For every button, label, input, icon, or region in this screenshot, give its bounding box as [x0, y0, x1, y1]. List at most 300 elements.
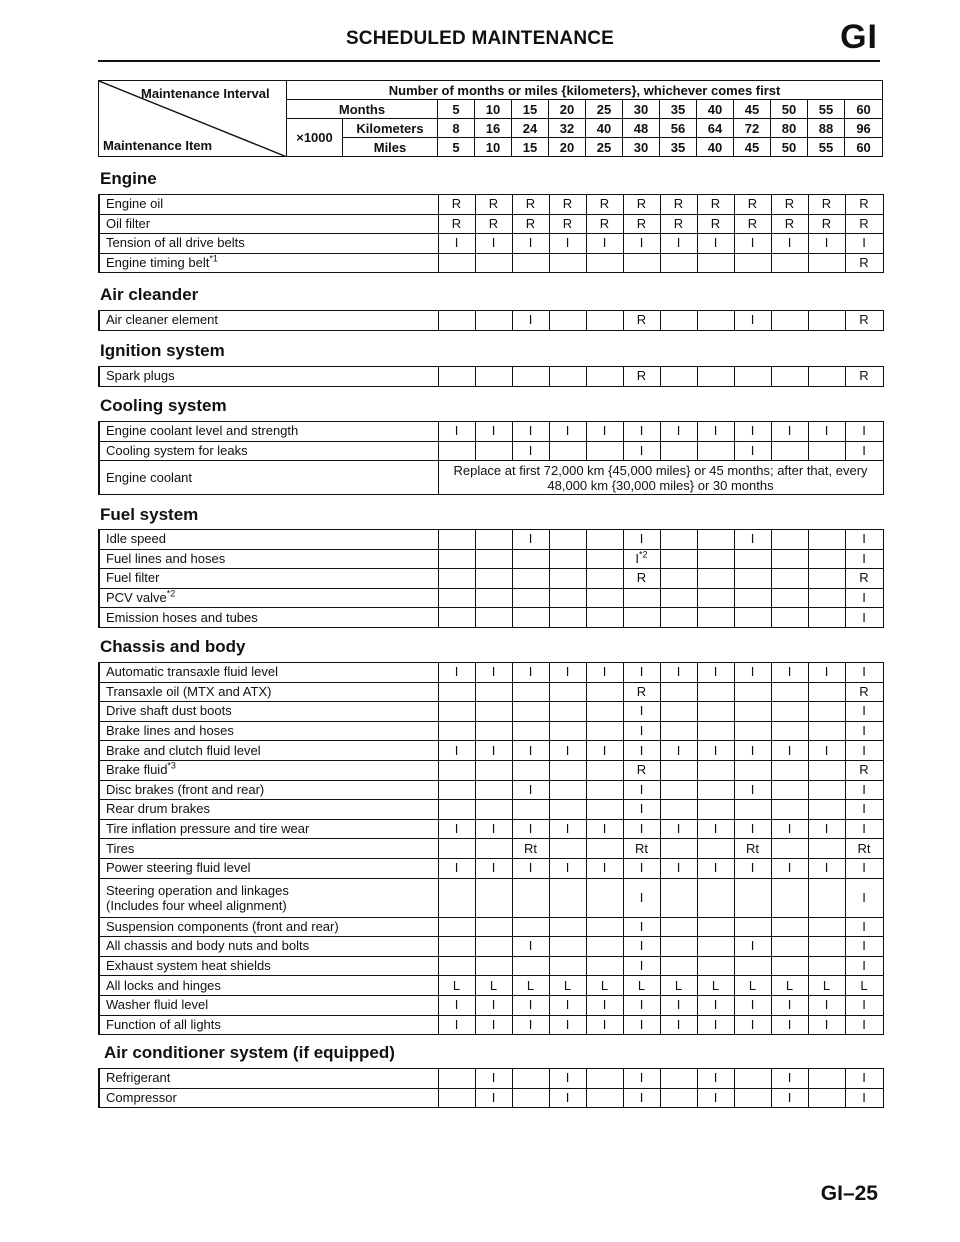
schedule-cell	[438, 839, 475, 859]
schedule-cell: I	[734, 441, 771, 461]
schedule-cell	[808, 569, 845, 589]
schedule-cell: I	[623, 530, 660, 550]
schedule-cell: I	[512, 234, 549, 254]
schedule-cell: I	[549, 741, 586, 761]
maintenance-item-label: Brake lines and hoses	[106, 723, 234, 739]
table-row	[99, 253, 883, 273]
schedule-cell	[475, 760, 512, 780]
schedule-cell	[660, 780, 697, 800]
section-table	[98, 421, 880, 495]
maintenance-item-label: All locks and hinges	[106, 977, 221, 993]
maintenance-item	[99, 917, 438, 937]
schedule-cell	[438, 1088, 475, 1108]
schedule-cell: I	[845, 530, 883, 550]
schedule-cell: I	[697, 234, 734, 254]
maintenance-item-label: Compressor	[106, 1089, 177, 1105]
schedule-cell	[771, 530, 808, 550]
schedule-cell	[808, 878, 845, 917]
schedule-cell	[808, 917, 845, 937]
schedule-cell	[549, 311, 586, 331]
maintenance-item-label: Tires	[106, 840, 135, 856]
schedule-cell	[549, 956, 586, 976]
table-row	[99, 780, 883, 800]
schedule-cell: I	[845, 937, 883, 957]
table-row	[99, 1088, 883, 1108]
schedule-cell: I	[438, 741, 475, 761]
schedule-cell	[512, 956, 549, 976]
schedule-cell: R	[660, 214, 697, 234]
maintenance-item-label: Tension of all drive belts	[106, 235, 245, 251]
schedule-cell	[438, 800, 475, 820]
schedule-cell: R	[549, 195, 586, 215]
interval-value-cell: 64	[697, 119, 734, 138]
table-row	[99, 608, 883, 628]
schedule-cell	[549, 367, 586, 387]
interval-value-cell: 50	[771, 138, 808, 157]
interval-value-cell: 25	[586, 138, 623, 157]
schedule-cell	[808, 1069, 845, 1089]
schedule-cell	[697, 311, 734, 331]
schedule-cell: I	[697, 819, 734, 839]
schedule-cell	[475, 878, 512, 917]
section-code: GI	[840, 18, 878, 56]
maintenance-item-label: Disc brakes (front and rear)	[106, 781, 265, 797]
schedule-cell: L	[697, 976, 734, 996]
section-heading: Chassis and body	[100, 637, 246, 656]
schedule-cell	[771, 608, 808, 628]
schedule-cell	[660, 588, 697, 608]
schedule-cell	[549, 760, 586, 780]
schedule-cell: I	[771, 858, 808, 878]
schedule-cell: I	[475, 1069, 512, 1089]
schedule-cell: I	[623, 937, 660, 957]
schedule-cell: I	[845, 858, 883, 878]
schedule-cell	[475, 253, 512, 273]
schedule-cell	[475, 682, 512, 702]
maintenance-item-label: Oil filter	[106, 215, 151, 231]
schedule-cell: I	[586, 858, 623, 878]
schedule-cell	[438, 780, 475, 800]
schedule-cell: I	[660, 741, 697, 761]
section-heading: Fuel system	[100, 505, 199, 524]
schedule-cell: I	[845, 663, 883, 683]
schedule-cell: I	[512, 819, 549, 839]
schedule-cell	[549, 569, 586, 589]
schedule-cell	[660, 608, 697, 628]
maintenance-item	[99, 1015, 438, 1035]
schedule-cell	[734, 367, 771, 387]
schedule-cell: I	[660, 1015, 697, 1035]
schedule-cell	[512, 253, 549, 273]
schedule-cell: I	[475, 858, 512, 878]
schedule-cell: I	[845, 422, 883, 442]
maintenance-item	[99, 976, 438, 996]
section-heading: Cooling system	[100, 396, 227, 415]
schedule-cell: Rt	[734, 839, 771, 859]
table-row	[99, 839, 883, 859]
table-row	[99, 878, 883, 917]
page-number: GI–25	[820, 1182, 878, 1205]
schedule-cell	[808, 780, 845, 800]
schedule-cell	[586, 608, 623, 628]
schedule-cell: I	[771, 1088, 808, 1108]
schedule-cell	[512, 588, 549, 608]
table-row	[99, 819, 883, 839]
maintenance-item-note: (Includes four wheel alignment)	[106, 897, 287, 913]
maintenance-item	[99, 608, 438, 628]
schedule-cell: I	[586, 422, 623, 442]
interval-value-cell: 55	[808, 138, 845, 157]
schedule-cell	[660, 549, 697, 569]
schedule-cell	[512, 608, 549, 628]
schedule-cell: I	[623, 422, 660, 442]
schedule-cell	[475, 311, 512, 331]
schedule-cell: I	[697, 663, 734, 683]
schedule-cell: I	[549, 858, 586, 878]
interval-value-cell: 80	[771, 119, 808, 138]
table-row	[99, 858, 883, 878]
miles-label: Miles	[343, 138, 438, 157]
schedule-cell	[438, 702, 475, 722]
table-row	[99, 721, 883, 741]
table-row	[99, 214, 883, 234]
schedule-cell: R	[512, 214, 549, 234]
schedule-cell	[734, 549, 771, 569]
schedule-cell: L	[771, 976, 808, 996]
maintenance-item	[99, 461, 438, 495]
schedule-cell: I	[512, 441, 549, 461]
schedule-cell: I	[438, 663, 475, 683]
schedule-cell: I	[845, 588, 883, 608]
schedule-cell	[771, 878, 808, 917]
schedule-cell: I	[660, 422, 697, 442]
maintenance-item-label: Drive shaft dust boots	[106, 703, 232, 719]
schedule-cell: I	[475, 663, 512, 683]
schedule-cell	[734, 760, 771, 780]
schedule-cell: I	[549, 1088, 586, 1108]
schedule-cell: I	[660, 995, 697, 1015]
schedule-cell	[586, 253, 623, 273]
interval-value-cell: 30	[623, 100, 660, 119]
schedule-cell	[808, 253, 845, 273]
table-row	[99, 800, 883, 820]
schedule-cell: I	[845, 995, 883, 1015]
schedule-cell: I	[771, 422, 808, 442]
schedule-cell	[808, 1088, 845, 1108]
schedule-cell	[512, 1088, 549, 1108]
schedule-cell	[475, 608, 512, 628]
maintenance-item-label: Idle speed	[106, 531, 166, 547]
schedule-cell	[697, 367, 734, 387]
schedule-cell	[549, 937, 586, 957]
multiplier-label: ×1000	[287, 119, 343, 157]
interval-value-cell: 20	[549, 100, 586, 119]
table-row	[99, 741, 883, 761]
schedule-cell: I	[845, 878, 883, 917]
schedule-cell: R	[475, 195, 512, 215]
schedule-cell: I	[808, 819, 845, 839]
maintenance-item-label: Steering operation and linkages	[106, 882, 289, 898]
schedule-cell	[438, 588, 475, 608]
schedule-cell: I	[549, 234, 586, 254]
schedule-cell	[734, 1069, 771, 1089]
schedule-cell: R	[623, 569, 660, 589]
maintenance-item	[99, 780, 438, 800]
maintenance-item-label: Air cleaner element	[106, 312, 218, 328]
table-row	[99, 663, 883, 683]
schedule-cell	[438, 1069, 475, 1089]
interval-value-cell: 24	[512, 119, 549, 138]
schedule-cell: I	[845, 956, 883, 976]
schedule-cell	[586, 721, 623, 741]
schedule-cell	[475, 721, 512, 741]
schedule-cell: I	[808, 741, 845, 761]
interval-header-table	[98, 80, 880, 157]
schedule-cell: I	[734, 819, 771, 839]
interval-value-cell: 45	[734, 100, 771, 119]
schedule-cell	[438, 441, 475, 461]
header-diagonal-cell	[99, 81, 287, 157]
months-label: Months	[287, 100, 438, 119]
schedule-cell	[586, 441, 623, 461]
schedule-cell: I	[734, 311, 771, 331]
schedule-cell: I	[734, 1015, 771, 1035]
schedule-cell	[734, 682, 771, 702]
schedule-cell: I	[623, 819, 660, 839]
table-row	[99, 311, 883, 331]
schedule-cell	[512, 721, 549, 741]
schedule-cell: I	[623, 441, 660, 461]
schedule-cell: I	[808, 1015, 845, 1035]
schedule-cell: I	[734, 422, 771, 442]
schedule-cell	[734, 569, 771, 589]
maintenance-item-label: All chassis and body nuts and bolts	[106, 938, 310, 954]
table-row	[99, 422, 883, 442]
schedule-cell: I	[845, 608, 883, 628]
schedule-cell	[586, 549, 623, 569]
schedule-cell: R	[845, 195, 883, 215]
schedule-cell: I	[623, 721, 660, 741]
schedule-cell	[660, 1069, 697, 1089]
maintenance-item	[99, 937, 438, 957]
schedule-cell	[586, 1069, 623, 1089]
interval-value-cell: 45	[734, 138, 771, 157]
schedule-cell	[512, 549, 549, 569]
schedule-cell	[438, 367, 475, 387]
schedule-cell: I	[771, 1069, 808, 1089]
schedule-cell: L	[734, 976, 771, 996]
schedule-cell: I	[623, 234, 660, 254]
interval-value-cell: 35	[660, 138, 697, 157]
schedule-cell: I	[438, 1015, 475, 1035]
section-table	[98, 194, 880, 273]
schedule-cell: I	[623, 1015, 660, 1035]
footnote-marker: *1	[209, 253, 218, 264]
interval-value-cell: 40	[586, 119, 623, 138]
schedule-cell	[697, 878, 734, 917]
interval-value-cell: 60	[845, 138, 883, 157]
schedule-cell: R	[734, 195, 771, 215]
interval-value-cell: 88	[808, 119, 845, 138]
schedule-cell: I	[771, 995, 808, 1015]
table-row	[99, 367, 883, 387]
schedule-cell	[734, 878, 771, 917]
schedule-cell: I	[438, 234, 475, 254]
interval-note: Replace at first 72,000 km {45,000 miles} or 45 months; after that, every 48,000 km {30,000 miles} or 30 months	[438, 461, 883, 495]
schedule-cell	[586, 956, 623, 976]
maintenance-item	[99, 195, 438, 215]
schedule-cell: R	[845, 311, 883, 331]
schedule-cell: R	[623, 367, 660, 387]
schedule-cell	[808, 367, 845, 387]
table-row	[99, 917, 883, 937]
schedule-cell	[549, 253, 586, 273]
schedule-cell: I	[771, 663, 808, 683]
table-row	[99, 461, 883, 495]
schedule-cell	[549, 780, 586, 800]
schedule-cell	[808, 441, 845, 461]
schedule-cell	[438, 917, 475, 937]
interval-value-cell: 35	[660, 100, 697, 119]
schedule-cell	[586, 311, 623, 331]
schedule-cell	[660, 1088, 697, 1108]
maintenance-item-label: Refrigerant	[106, 1070, 171, 1086]
schedule-cell	[660, 253, 697, 273]
interval-value-cell: 30	[623, 138, 660, 157]
table-row	[99, 702, 883, 722]
schedule-cell	[697, 608, 734, 628]
maintenance-item	[99, 311, 438, 331]
item-label: Maintenance Item	[103, 138, 213, 153]
schedule-cell: L	[623, 976, 660, 996]
schedule-cell: I	[734, 780, 771, 800]
schedule-cell	[771, 253, 808, 273]
schedule-cell: I	[845, 917, 883, 937]
schedule-cell: I	[438, 819, 475, 839]
schedule-cell	[623, 253, 660, 273]
schedule-cell: I	[697, 858, 734, 878]
maintenance-item	[99, 663, 438, 683]
schedule-cell	[549, 549, 586, 569]
schedule-cell: I	[845, 441, 883, 461]
interval-caption: Number of months or miles {kilometers}, whichever comes first	[287, 81, 883, 100]
schedule-cell: I	[845, 702, 883, 722]
schedule-cell: I	[586, 741, 623, 761]
schedule-cell: I	[512, 858, 549, 878]
table-row	[99, 956, 883, 976]
schedule-cell: I	[438, 858, 475, 878]
schedule-cell: I	[623, 702, 660, 722]
schedule-cell: I	[734, 995, 771, 1015]
schedule-cell	[771, 917, 808, 937]
schedule-cell-value: I	[635, 550, 640, 566]
table-row	[99, 760, 883, 780]
schedule-cell: I	[512, 1015, 549, 1035]
schedule-cell: I	[586, 234, 623, 254]
schedule-cell: R	[660, 195, 697, 215]
schedule-cell	[586, 682, 623, 702]
schedule-cell	[660, 530, 697, 550]
schedule-cell: I	[623, 917, 660, 937]
maintenance-item	[99, 839, 438, 859]
maintenance-item	[99, 367, 438, 387]
interval-value-cell: 8	[438, 119, 475, 138]
schedule-cell: I	[512, 937, 549, 957]
section-table	[98, 366, 880, 387]
interval-value-cell: 10	[475, 100, 512, 119]
schedule-cell	[475, 780, 512, 800]
schedule-cell: I	[845, 234, 883, 254]
schedule-cell	[697, 549, 734, 569]
schedule-cell	[771, 367, 808, 387]
schedule-cell: I	[549, 422, 586, 442]
schedule-cell: R	[845, 760, 883, 780]
schedule-cell	[734, 917, 771, 937]
schedule-cell	[549, 800, 586, 820]
schedule-cell	[475, 937, 512, 957]
schedule-cell	[586, 569, 623, 589]
schedule-cell	[549, 588, 586, 608]
maintenance-item-label: Tire inflation pressure and tire wear	[106, 821, 310, 837]
section-heading: Engine	[100, 169, 157, 188]
schedule-cell	[438, 608, 475, 628]
schedule-cell: I	[475, 1088, 512, 1108]
table-row	[99, 549, 883, 569]
schedule-cell: I	[845, 780, 883, 800]
schedule-cell: Rt	[512, 839, 549, 859]
table-row	[99, 1069, 883, 1089]
schedule-cell: R	[845, 682, 883, 702]
schedule-cell: I	[660, 234, 697, 254]
schedule-cell	[586, 839, 623, 859]
maintenance-item-label: Emission hoses and tubes	[106, 609, 258, 625]
schedule-cell	[586, 530, 623, 550]
maintenance-item	[99, 549, 438, 569]
schedule-cell: L	[660, 976, 697, 996]
footnote-marker: *2	[639, 549, 648, 560]
schedule-cell	[586, 760, 623, 780]
schedule-cell: I	[697, 741, 734, 761]
interval-value-cell: 48	[623, 119, 660, 138]
schedule-cell	[771, 702, 808, 722]
schedule-cell	[660, 441, 697, 461]
schedule-cell: I	[660, 858, 697, 878]
maintenance-item	[99, 702, 438, 722]
schedule-cell	[475, 530, 512, 550]
schedule-cell: I	[512, 311, 549, 331]
schedule-cell	[734, 721, 771, 741]
schedule-cell: I	[771, 1015, 808, 1035]
schedule-cell	[660, 878, 697, 917]
schedule-cell	[771, 839, 808, 859]
interval-value-cell: 55	[808, 100, 845, 119]
schedule-cell	[512, 569, 549, 589]
maintenance-item	[99, 995, 438, 1015]
interval-value-cell: 40	[697, 138, 734, 157]
schedule-cell: I	[586, 1015, 623, 1035]
schedule-cell	[623, 608, 660, 628]
title-rule	[98, 60, 880, 62]
maintenance-item	[99, 800, 438, 820]
schedule-cell	[475, 839, 512, 859]
schedule-cell: L	[438, 976, 475, 996]
schedule-cell	[475, 956, 512, 976]
schedule-cell: I	[734, 663, 771, 683]
schedule-cell	[512, 682, 549, 702]
schedule-cell: R	[623, 760, 660, 780]
schedule-cell	[660, 937, 697, 957]
schedule-cell: I	[549, 1069, 586, 1089]
